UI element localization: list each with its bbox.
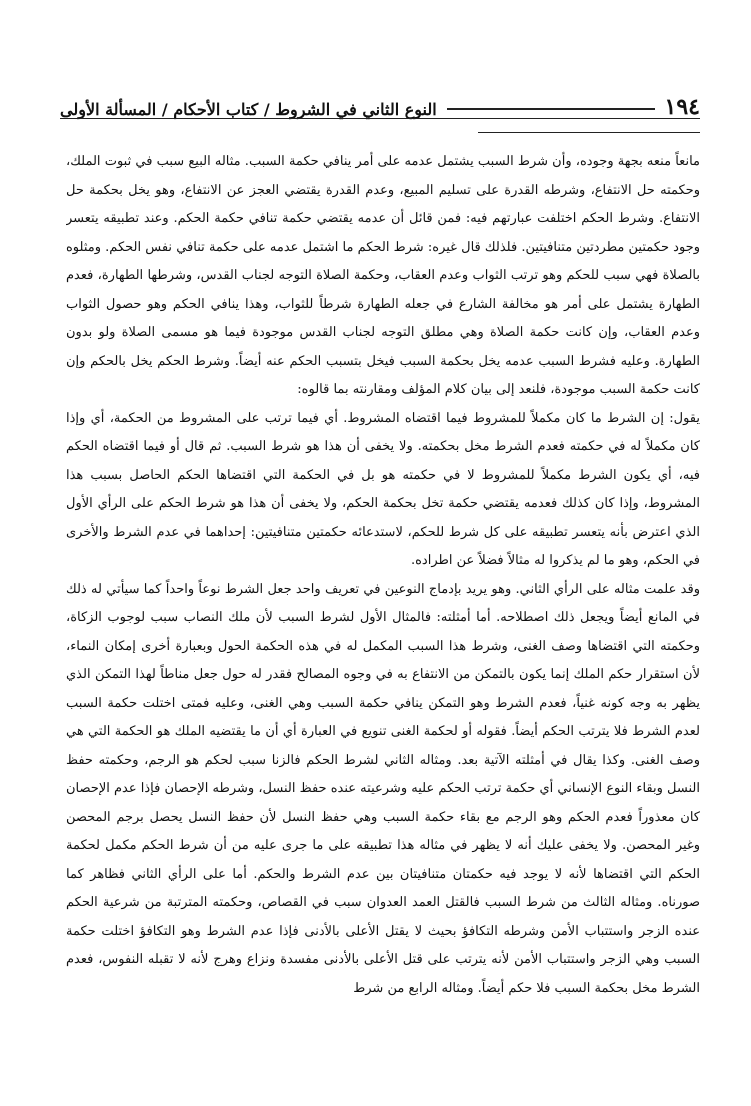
header-dash-line [447, 108, 655, 110]
paragraph: مانعاً منعه بجهة وجوده، وأن شرط السبب يشتمل عدمه على أمر ينافي حكمة السبب. مثاله البيع سبب في ثبوت الملك، وحكمته حل الانتفاع، وشرطه القدرة على تسليم المبيع، وعدم القدرة يقتضي العجز عن الانتفاع، وهو يخل بحكمة حل الانتفاع. وشرط الحكم اختلفت عبارتهم فيه: فمن قائل أن عدمه يقتضي حكمة تنافي حكمة الحكم. وعند تطبيقه يتعسر وجود حكمتين مطردتين متنافيتين. فلذلك قال غيره: شرط الحكم ما اشتمل عدمه على حكمة تنافي نفس الحكم. ومثلوه بالصلاة فهي سبب للحكم وهو ترتب الثواب وعدم العقاب، وحكمة الصلاة التوجه لجناب القدس، وشرطها الطهارة، فعدم الطهارة يشتمل على أمر هو مخالفة الشارع في جعله الطهارة شرطاً للثواب، وهذا ينافي الحكم وهو حصول الثواب وعدم العقاب، وإن كانت حكمة الصلاة وهي مطلق التوجه لجناب القدس موجودة فيما هو مسمى الصلاة ولو بدون الطهارة. وعليه فشرط السبب عدمه يخل بحكمة السبب فيخل بتسبب الحكم عنه أيضاً. وشرط الحكم يخل بالحكم وإن كانت حكمة السبب موجودة، فلنعد إلى بيان كلام المؤلف ومقارنته بما قالوه: [66, 154, 700, 397]
top-short-rule [478, 132, 700, 133]
paragraph: يقول: إن الشرط ما كان مكملاً للمشروط فيما اقتضاه المشروط. أي فيما ترتب على المشروط من الحكمة، أي وإذا كان مكملاً له في حكمته فعدم الشرط مخل بحكمته. ولا يخفى أن هذا هو شرط السبب. ثم قال أو فيما اقتضاه الحكم فيه، أي يكون الشرط مكملاً للمشروط لا في حكمته هو بل في الحكمة التي اقتضاها الحكم الحاصل بسبب هذا المشروط، وإذا كان كذلك فعدمه يقتضي حكمة تخل بحكمة الحكم، ولا يخفى أن هذا هو شرط الحكم على الرأي الأول الذي اعترض بأنه يتعسر تطبيقه على كل شرط للحكم، لاستدعائه حكمتين متنافيتين: إحداهما في عدم الشرط والأخرى في الحكم، وهو ما لم يذكروا له مثالاً فضلاً عن اطراده. [66, 410, 700, 568]
running-header [60, 78, 700, 118]
page-number: ١٩٤ [664, 94, 700, 120]
paragraph: وقد علمت مثاله على الرأي الثاني. وهو يريد بإدماج النوعين في تعريف واحد جعل الشرط نوعاً واحداً كما سيأتي له ذلك في المانع أيضاً ويجعل ذلك اصطلاحه. أما أمثلته: فالمثال الأول لشرط السبب لأن ملك النصاب سبب لوجوب الزكاة، وحكمته التي اقتضاها وصف الغنى، وشرط هذا السبب المكمل له في هذه الحكمة الحول وبعبارة أخرى إمكان النماء، لأن استقرار حكم الملك إنما يكون بالتمكن من الانتفاع به في وجوه المصالح فقدر له حول جعل مناطاً لهذا التمكن الذي يظهر به وجه كونه غنياً، فعدم الشرط وهو التمكن ينافي حكمة السبب وهي الغنى، وعليه فمتى اختلت حكمة السبب لعدم الشرط فلا يترتب الحكم أيضاً. فقوله أو لحكمة الغنى تنويع في العبارة أي أن ما يقتضيه الملك هو الحكمة التي هي وصف الغنى. وكذا يقال في أمثلته الآتية بعد. ومثاله الثاني لشرط الحكم فالزنا سبب لحكم هو الرجم، وحكمته حفظ النسل وبقاء النوع الإنساني أي حكمة ترتب الحكم عليه وشرعيته عنده حفظ النسل، وشرطه الإحصان فإذا عدم الإحصان كان معذوراً فعدم الحكم وهو الرجم مع بقاء حكمة السبب وهي حفظ النسل لأن حفظ النسل يحصل برجم المحصن وغير المحصن. ولا يخفى عليك أنه لا يظهر في مثاله هذا تطبيقه على ما جرى عليه من أن شرط الحكم مكمل لحكمة الحكم التي اقتضاها لأنه لا يوجد فيه حكمتان متنافيتان بين عدم الشرط والحكم. أما على الرأي الثاني فظاهر كما صورناه. ومثاله الثالث من شرط السبب فالقتل العمد العدوان سبب في القصاص، وحكمته المترتبة من شرعية الحكم عنده الزجر واستتباب الأمن وشرطه التكافؤ بحيث لا يقتل الأعلى بالأدنى فإذا عدم الشرط وهو التكافؤ اختلت حكمة السبب وهي الزجر واستتباب الأمن لأنه يترتب على قتل الأعلى بالأدنى مفسدة ونزاع وهرج لأنه لا تقبله النفوس، فعدم الشرط مخل بحكمة السبب فلا حكم أيضاً. ومثاله الرابع من شرط [66, 581, 700, 996]
running-title: النوع الثاني في الشروط / كتاب الأحكام / المسألة الأولى [60, 100, 437, 119]
body-text [66, 148, 700, 1093]
header-rule [60, 118, 700, 119]
